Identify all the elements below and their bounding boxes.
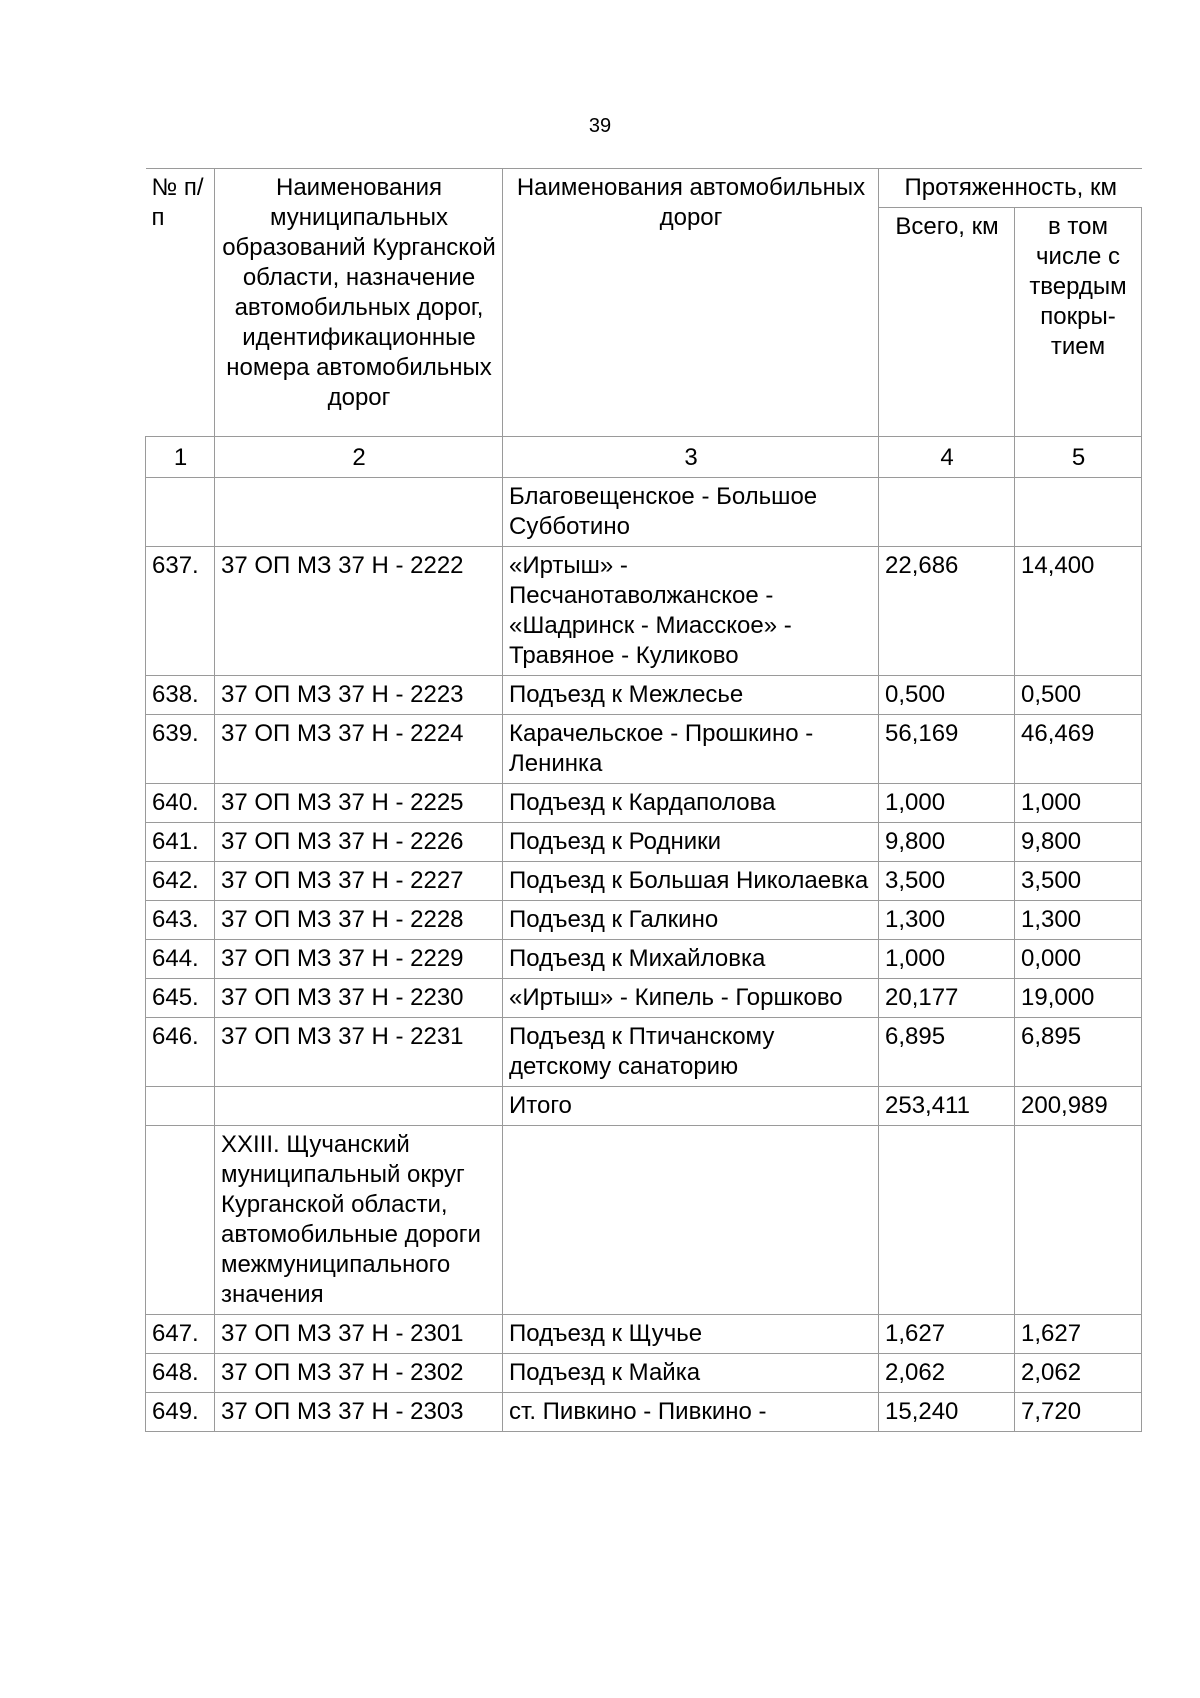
table-row bbox=[146, 979, 1142, 1018]
row-number: 644. bbox=[146, 940, 215, 979]
column-number: 2 bbox=[215, 437, 503, 478]
road-id: 37 ОП МЗ 37 Н - 2230 bbox=[215, 979, 503, 1018]
road-name: Карачельское - Прошкино - Ленинка bbox=[503, 715, 879, 784]
length-paved: 1,300 bbox=[1015, 901, 1142, 940]
length-total: 2,062 bbox=[879, 1354, 1015, 1393]
road-id: 37 ОП МЗ 37 Н - 2222 bbox=[215, 547, 503, 676]
road-id: 37 ОП МЗ 37 Н - 2231 bbox=[215, 1018, 503, 1087]
row-number: 641. bbox=[146, 823, 215, 862]
length-total bbox=[879, 1126, 1015, 1315]
road-id: 37 ОП МЗ 37 Н - 2303 bbox=[215, 1393, 503, 1432]
road-id: 37 ОП МЗ 37 Н - 2226 bbox=[215, 823, 503, 862]
length-total bbox=[879, 478, 1015, 547]
road-id: 37 ОП МЗ 37 Н - 2228 bbox=[215, 901, 503, 940]
length-paved: 7,720 bbox=[1015, 1393, 1142, 1432]
length-paved bbox=[1015, 478, 1142, 547]
row-number: 643. bbox=[146, 901, 215, 940]
row-number: 647. bbox=[146, 1315, 215, 1354]
road-id bbox=[215, 1087, 503, 1126]
row-number bbox=[146, 1087, 215, 1126]
road-name: Подъезд к Птичанскому детскому санаторию bbox=[503, 1018, 879, 1087]
table-row bbox=[146, 676, 1142, 715]
length-paved: 2,062 bbox=[1015, 1354, 1142, 1393]
header-length: Протяженность, км bbox=[879, 169, 1142, 208]
table-row bbox=[146, 862, 1142, 901]
row-number: 639. bbox=[146, 715, 215, 784]
length-paved: 46,469 bbox=[1015, 715, 1142, 784]
table-body bbox=[146, 478, 1142, 1432]
table-row bbox=[146, 478, 1142, 547]
row-number: 646. bbox=[146, 1018, 215, 1087]
column-number: 3 bbox=[503, 437, 879, 478]
table-row bbox=[146, 715, 1142, 784]
row-number: 637. bbox=[146, 547, 215, 676]
road-name: ст. Пивкино - Пивкино - bbox=[503, 1393, 879, 1432]
column-number: 5 bbox=[1015, 437, 1142, 478]
row-number: 649. bbox=[146, 1393, 215, 1432]
length-total: 1,000 bbox=[879, 940, 1015, 979]
length-total: 1,300 bbox=[879, 901, 1015, 940]
length-total: 3,500 bbox=[879, 862, 1015, 901]
length-total: 0,500 bbox=[879, 676, 1015, 715]
row-number: 642. bbox=[146, 862, 215, 901]
road-name bbox=[503, 1126, 879, 1315]
length-total: 20,177 bbox=[879, 979, 1015, 1018]
page-number: 39 bbox=[588, 115, 612, 137]
length-paved: 1,627 bbox=[1015, 1315, 1142, 1354]
column-number: 4 bbox=[879, 437, 1015, 478]
road-id: XXIII. Щучанский муниципальный округ Курганской области, автомобильные дороги межмуниципального значения bbox=[215, 1126, 503, 1315]
length-total: 6,895 bbox=[879, 1018, 1015, 1087]
length-total: 9,800 bbox=[879, 823, 1015, 862]
roads-table bbox=[145, 168, 1142, 1432]
road-id: 37 ОП МЗ 37 Н - 2229 bbox=[215, 940, 503, 979]
road-name: Благовещенское - Большое Субботино bbox=[503, 478, 879, 547]
length-total: 1,000 bbox=[879, 784, 1015, 823]
header-road-name: Наименования автомобильных дорог bbox=[503, 169, 879, 437]
length-total: 253,411 bbox=[879, 1087, 1015, 1126]
length-paved: 3,500 bbox=[1015, 862, 1142, 901]
table-row bbox=[146, 1393, 1142, 1432]
length-paved: 0,500 bbox=[1015, 676, 1142, 715]
road-name: Подъезд к Щучье bbox=[503, 1315, 879, 1354]
table-row bbox=[146, 1087, 1142, 1126]
row-number bbox=[146, 1126, 215, 1315]
row-number: 645. bbox=[146, 979, 215, 1018]
table-row bbox=[146, 901, 1142, 940]
length-paved: 1,000 bbox=[1015, 784, 1142, 823]
table-row bbox=[146, 823, 1142, 862]
road-name: Подъезд к Михайловка bbox=[503, 940, 879, 979]
road-name: Подъезд к Майка bbox=[503, 1354, 879, 1393]
column-number: 1 bbox=[146, 437, 215, 478]
length-total: 56,169 bbox=[879, 715, 1015, 784]
length-paved: 200,989 bbox=[1015, 1087, 1142, 1126]
length-paved: 19,000 bbox=[1015, 979, 1142, 1018]
length-paved: 6,895 bbox=[1015, 1018, 1142, 1087]
header-total: Всего, км bbox=[879, 208, 1015, 437]
header-paved: в том числе с твердым покры-тием bbox=[1015, 208, 1142, 437]
header-municipality: Наименования муниципальных образований Курганской области, назначение автомобильных дорог, идентификационные номера автомобильных дорог bbox=[215, 169, 503, 437]
length-paved: 9,800 bbox=[1015, 823, 1142, 862]
road-name: «Иртыш» - Кипель - Горшково bbox=[503, 979, 879, 1018]
length-paved bbox=[1015, 1126, 1142, 1315]
length-total: 15,240 bbox=[879, 1393, 1015, 1432]
road-id: 37 ОП МЗ 37 Н - 2225 bbox=[215, 784, 503, 823]
road-name: Итого bbox=[503, 1087, 879, 1126]
road-id: 37 ОП МЗ 37 Н - 2227 bbox=[215, 862, 503, 901]
row-number: 638. bbox=[146, 676, 215, 715]
length-total: 22,686 bbox=[879, 547, 1015, 676]
road-name: Подъезд к Межлесье bbox=[503, 676, 879, 715]
road-name: Подъезд к Кардаполова bbox=[503, 784, 879, 823]
header-num: № п/п bbox=[146, 169, 215, 437]
table-row bbox=[146, 940, 1142, 979]
table-row bbox=[146, 547, 1142, 676]
row-number bbox=[146, 478, 215, 547]
road-id bbox=[215, 478, 503, 547]
road-id: 37 ОП МЗ 37 Н - 2301 bbox=[215, 1315, 503, 1354]
road-id: 37 ОП МЗ 37 Н - 2223 bbox=[215, 676, 503, 715]
table-row bbox=[146, 784, 1142, 823]
length-paved: 14,400 bbox=[1015, 547, 1142, 676]
table-row bbox=[146, 1018, 1142, 1087]
table-row bbox=[146, 1315, 1142, 1354]
road-id: 37 ОП МЗ 37 Н - 2224 bbox=[215, 715, 503, 784]
road-name: Подъезд к Родники bbox=[503, 823, 879, 862]
length-paved: 0,000 bbox=[1015, 940, 1142, 979]
road-name: Подъезд к Галкино bbox=[503, 901, 879, 940]
row-number: 640. bbox=[146, 784, 215, 823]
road-name: «Иртыш» - Песчанотаволжанское - «Шадринск - Миасское» - Травяное - Куликово bbox=[503, 547, 879, 676]
road-id: 37 ОП МЗ 37 Н - 2302 bbox=[215, 1354, 503, 1393]
table-row bbox=[146, 1126, 1142, 1315]
row-number: 648. bbox=[146, 1354, 215, 1393]
table-row bbox=[146, 1354, 1142, 1393]
road-name: Подъезд к Большая Николаевка bbox=[503, 862, 879, 901]
length-total: 1,627 bbox=[879, 1315, 1015, 1354]
